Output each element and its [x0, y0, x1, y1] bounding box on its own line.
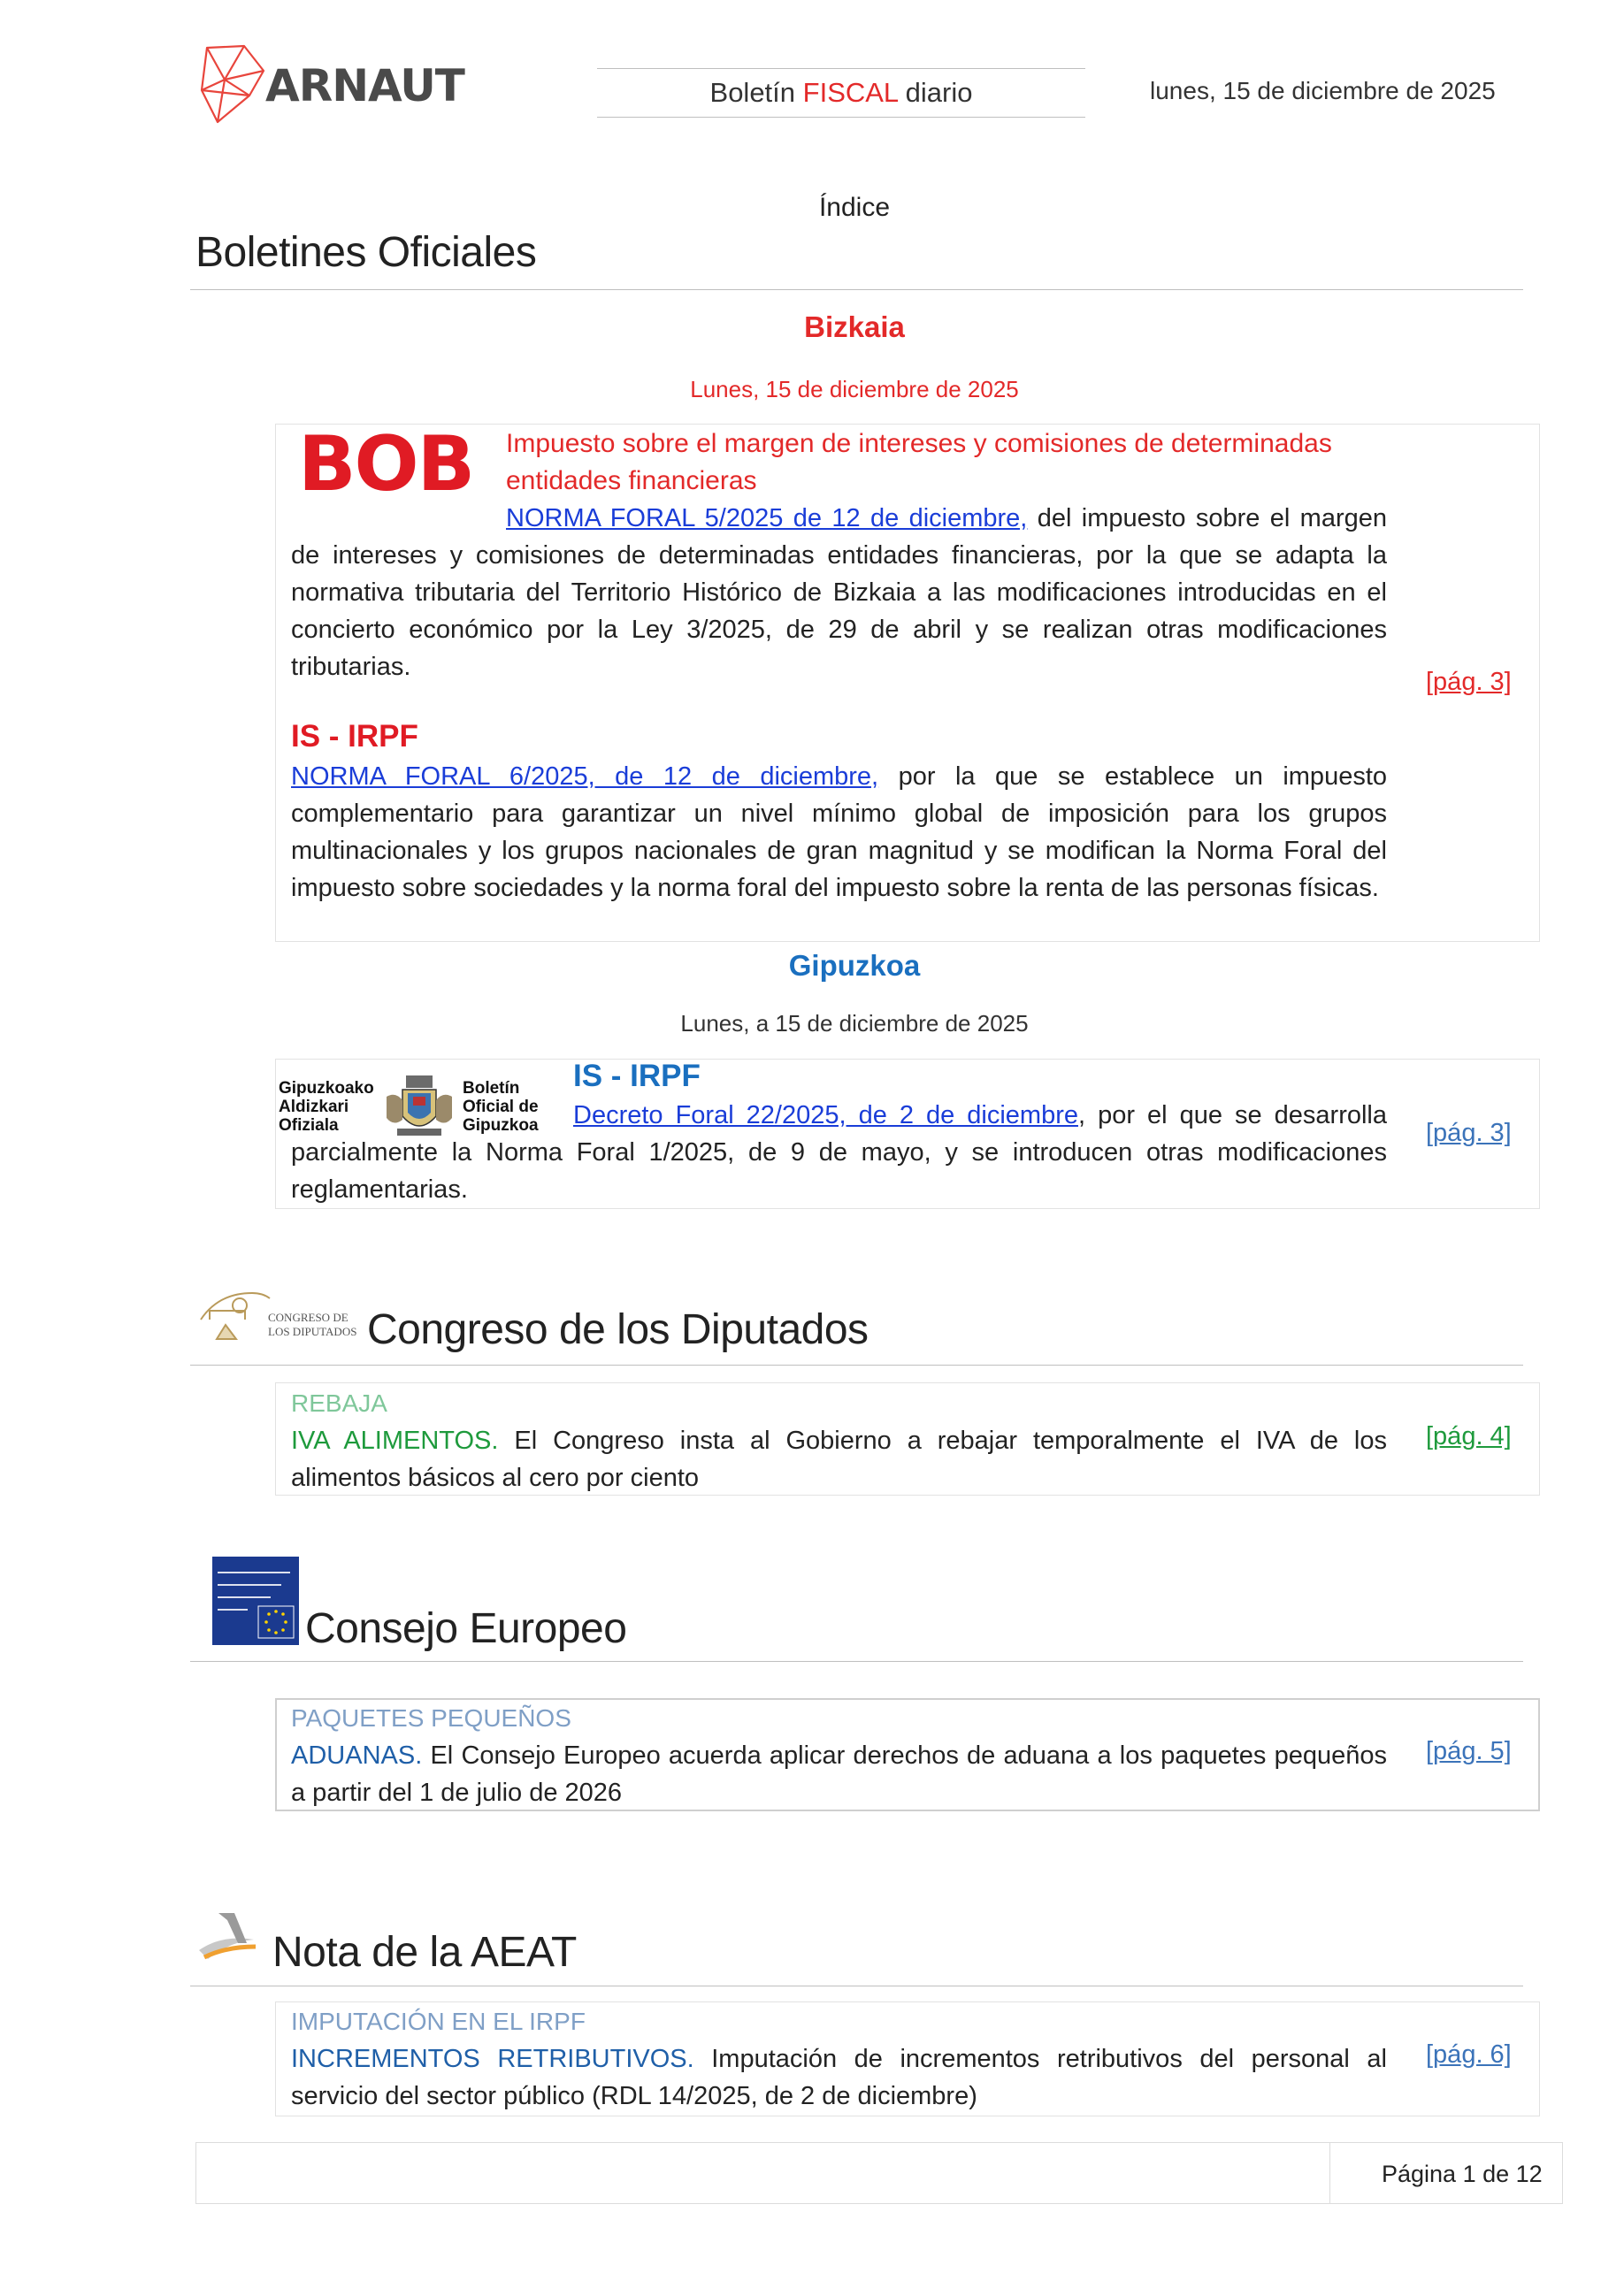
index-link[interactable]: Índice: [818, 193, 891, 222]
consejo-headline: ADUANAS.: [291, 1741, 423, 1770]
gipuzkoa-body: Decreto Foral 22/2025, de 2 de diciembre, por el que se desarrolla parcialmente la Norma Foral 1/2025, de 9 de mayo, y se introducen otras modificaciones reglamentarias.: [291, 1101, 1387, 1204]
congreso-headline: IVA ALIMENTOS.: [291, 1427, 499, 1455]
congreso-logo-icon: [195, 1284, 369, 1348]
decreto-foral-22-link[interactable]: Decreto Foral 22/2025, de 2 de diciembre: [573, 1101, 1078, 1129]
bizkaia-item2-kicker: IS - IRPF: [291, 719, 418, 754]
arnaut-logo: [198, 44, 464, 133]
page-header: [0, 0, 1624, 159]
section-title-boletines: Boletines Oficiales: [195, 229, 537, 276]
footer-divider: [1329, 2143, 1330, 2203]
aeat-logo-icon: [195, 1908, 259, 1964]
section-rule: [190, 1661, 1523, 1662]
bob-logo: BOB: [298, 420, 474, 509]
page-number: Página 1 de 12: [1382, 2161, 1543, 2187]
region-date-gipuzkoa: Lunes, a 15 de diciembre de 2025: [680, 1010, 1029, 1037]
consejo-page-link[interactable]: [pág. 5]: [1426, 1737, 1512, 1765]
gipuzkoa-page-link[interactable]: [pág. 3]: [1426, 1119, 1512, 1147]
region-bizkaia: Bizkaia: [804, 310, 905, 343]
bizkaia-item1-heading: Impuesto sobre el margen de intereses y comisiones de determinadas entidades financieras: [506, 429, 1332, 495]
consejo-tag: PAQUETES PEQUEÑOS: [291, 1704, 571, 1732]
region-gipuzkoa: Gipuzkoa: [788, 949, 921, 982]
bog-logo-right-text: Boletín Oficial de Gipuzkoa: [463, 1079, 539, 1135]
arnaut-crystal-icon: [198, 44, 265, 126]
consejo-body: ADUANAS. El Consejo Europeo acuerda aplicar derechos de aduana a los paquetes pequeños a partir del 1 de julio de 2026: [291, 1741, 1387, 1807]
section-title-aeat: Nota de la AEAT: [272, 1929, 577, 1976]
congreso-page-link[interactable]: [pág. 4]: [1426, 1422, 1512, 1450]
aeat-body: INCREMENTOS RETRIBUTIVOS. Imputación de incrementos retributivos del personal al servicio del sector público (RDL 14/2025, de 2 de diciembre): [291, 2045, 1387, 2110]
page-footer: [195, 2142, 1563, 2204]
region-date-bizkaia: Lunes, 15 de diciembre de 2025: [690, 376, 1019, 402]
bizkaia-item1-body: NORMA FORAL 5/2025 de 12 de diciembre, del impuesto sobre el margen de intereses y comisiones de determinadas entidades financieras, por la que se adapta la normativa tributaria del Territorio Histórico de Bizkaia a las modificaciones introducidas en el concierto económico por la Ley 3/2025, de 29 de abril y se realizan otras modificaciones tributarias.: [291, 504, 1387, 681]
svg-text:LOS DIPUTADOS: LOS DIPUTADOS: [268, 1325, 357, 1338]
svg-text:CONGRESO DE: CONGRESO DE: [268, 1311, 349, 1324]
aeat-page-link[interactable]: [pág. 6]: [1426, 2040, 1512, 2069]
bizkaia-item2-body: NORMA FORAL 6/2025, de 12 de diciembre, por la que se establece un impuesto complementario para garantizar un nivel mínimo global de imposición para los grupos multinacionales y los grupos nacionales de gran magnitud y se modifican la Norma Foral del impuesto sobre sociedades y la norma foral del impuesto sobre la renta de las personas físicas.: [291, 762, 1388, 902]
norma-foral-6-link[interactable]: NORMA FORAL 6/2025, de 12 de diciembre,: [291, 762, 879, 791]
header-date: lunes, 15 de diciembre de 2025: [1150, 77, 1496, 104]
council-eu-logo-icon: [212, 1557, 299, 1645]
brand-name: ARNAUT: [265, 60, 464, 111]
bizkaia-page-link[interactable]: [pág. 3]: [1426, 668, 1512, 696]
section-title-congreso: Congreso de los Diputados: [367, 1306, 869, 1353]
section-rule: [190, 289, 1523, 290]
norma-foral-5-link[interactable]: NORMA FORAL 5/2025 de 12 de diciembre,: [506, 504, 1028, 532]
congreso-body: IVA ALIMENTOS. El Congreso insta al Gobierno a rebajar temporalmente el IVA de los alimentos básicos al cero por ciento: [291, 1427, 1387, 1492]
congreso-tag: REBAJA: [291, 1389, 387, 1417]
bog-logo-left-text: Gipuzkoako Aldizkari Ofiziala: [279, 1079, 374, 1135]
aeat-tag: IMPUTACIÓN EN EL IRPF: [291, 2008, 586, 2035]
section-title-consejo: Consejo Europeo: [305, 1605, 627, 1652]
aeat-headline: INCREMENTOS RETRIBUTIVOS.: [291, 2045, 694, 2073]
section-rule: [190, 1365, 1523, 1366]
bulletin-title: Boletín FISCAL diario: [597, 68, 1085, 118]
gipuzkoa-kicker: IS - IRPF: [573, 1059, 701, 1093]
